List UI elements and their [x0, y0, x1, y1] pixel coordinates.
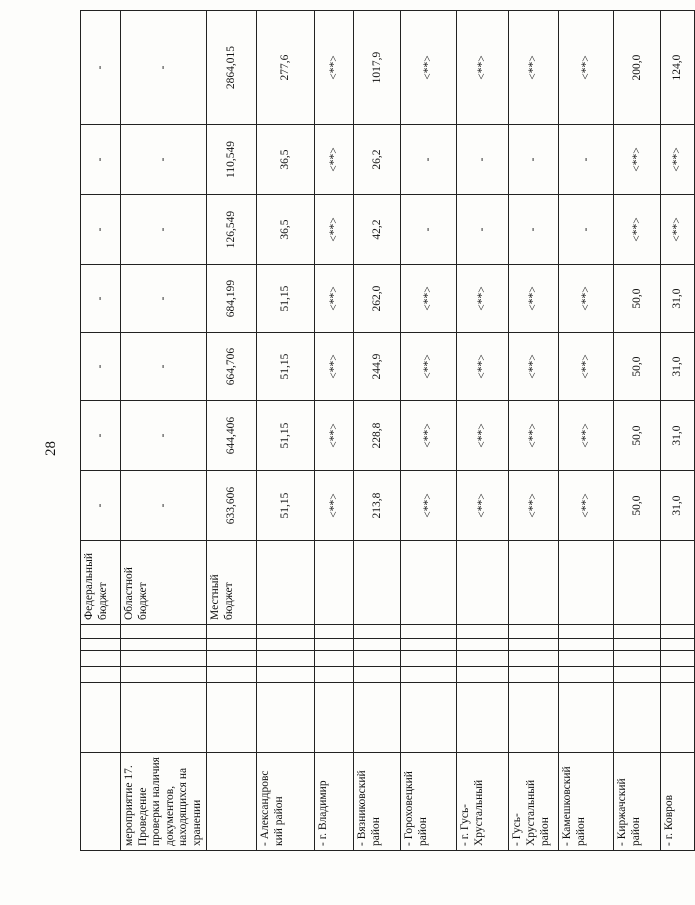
value-cell: 51,15 [257, 471, 315, 541]
activity-cell: - Гороховецкий район [401, 753, 457, 851]
activity-cell: - Киржачский район [614, 753, 661, 851]
budget-type-cell: Областной бюджет [121, 541, 207, 625]
blank-cell [614, 651, 661, 667]
total-cell: <**> [509, 11, 559, 125]
value-cell: <**> [559, 401, 614, 471]
blank-cell [559, 683, 614, 753]
total-cell: - [81, 11, 121, 125]
value-cell: 31,0 [661, 401, 695, 471]
blank-cell [559, 667, 614, 683]
table-row [614, 11, 661, 851]
blank-cell [121, 651, 207, 667]
table-row [315, 11, 354, 851]
blank-cell [661, 651, 695, 667]
total-cell: - [121, 11, 207, 125]
value-cell: 633,606 [207, 471, 257, 541]
value-cell: 228,8 [354, 401, 401, 471]
blank-cell [315, 667, 354, 683]
table-row [354, 11, 401, 851]
blank-cell [81, 625, 121, 639]
blank-cell [457, 667, 509, 683]
value-cell: <**> [315, 265, 354, 333]
value-cell: - [81, 265, 121, 333]
blank-cell [257, 639, 315, 651]
value-cell: 50,0 [614, 471, 661, 541]
budget-type-cell [661, 541, 695, 625]
blank-cell [207, 639, 257, 651]
value-cell: <**> [315, 125, 354, 195]
value-cell: <**> [614, 195, 661, 265]
value-cell: 31,0 [661, 333, 695, 401]
blank-cell [661, 625, 695, 639]
value-cell: <**> [509, 401, 559, 471]
table-row [257, 11, 315, 851]
budget-type-cell [614, 541, 661, 625]
value-cell: - [121, 471, 207, 541]
table-row [207, 11, 257, 851]
blank-cell [121, 639, 207, 651]
total-cell: <**> [457, 11, 509, 125]
value-cell: <**> [661, 195, 695, 265]
blank-cell [315, 683, 354, 753]
blank-cell [401, 667, 457, 683]
value-cell: <**> [401, 333, 457, 401]
value-cell: <**> [401, 265, 457, 333]
blank-cell [559, 639, 614, 651]
value-cell: 26,2 [354, 125, 401, 195]
blank-cell [354, 625, 401, 639]
value-cell: <**> [509, 333, 559, 401]
blank-cell [457, 639, 509, 651]
blank-cell [121, 683, 207, 753]
activity-cell [207, 753, 257, 851]
total-cell: 200,0 [614, 11, 661, 125]
activity-cell: - Гусь-Хрустальный район [509, 753, 559, 851]
blank-cell [207, 683, 257, 753]
value-cell: 664,706 [207, 333, 257, 401]
blank-cell [81, 651, 121, 667]
blank-cell [457, 625, 509, 639]
blank-cell [121, 667, 207, 683]
activity-cell: мероприятие 17. Проведение проверки наличия документов, находящихся на хранении [121, 753, 207, 851]
budget-table [80, 10, 695, 851]
activity-cell: - Вязниковский район [354, 753, 401, 851]
value-cell: - [457, 195, 509, 265]
table-row [81, 11, 121, 851]
blank-cell [457, 683, 509, 753]
blank-cell [207, 667, 257, 683]
budget-type-cell: Местный бюджет [207, 541, 257, 625]
activity-cell: - Камешковский район [559, 753, 614, 851]
budget-type-cell [354, 541, 401, 625]
value-cell: 36,5 [257, 125, 315, 195]
total-cell: 2864,015 [207, 11, 257, 125]
table-body [81, 11, 695, 851]
value-cell: - [509, 125, 559, 195]
blank-cell [354, 683, 401, 753]
blank-cell [81, 667, 121, 683]
value-cell: 36,5 [257, 195, 315, 265]
table-row [457, 11, 509, 851]
blank-cell [257, 683, 315, 753]
value-cell: - [121, 401, 207, 471]
budget-type-cell [559, 541, 614, 625]
blank-cell [614, 667, 661, 683]
value-cell: <**> [457, 265, 509, 333]
total-cell: <**> [315, 11, 354, 125]
table-row [121, 11, 207, 851]
blank-cell [354, 639, 401, 651]
blank-cell [81, 683, 121, 753]
value-cell: - [401, 195, 457, 265]
value-cell: 684,199 [207, 265, 257, 333]
blank-cell [401, 625, 457, 639]
blank-cell [661, 683, 695, 753]
blank-cell [207, 625, 257, 639]
value-cell: <**> [457, 471, 509, 541]
blank-cell [509, 639, 559, 651]
value-cell: <**> [315, 401, 354, 471]
blank-cell [401, 651, 457, 667]
value-cell: <**> [401, 401, 457, 471]
total-cell: 124,0 [661, 11, 695, 125]
activity-cell: - г. Владимир [315, 753, 354, 851]
value-cell: - [121, 195, 207, 265]
activity-cell [81, 753, 121, 851]
blank-cell [559, 625, 614, 639]
value-cell: <**> [315, 195, 354, 265]
budget-type-cell [257, 541, 315, 625]
blank-cell [315, 651, 354, 667]
budget-type-cell [457, 541, 509, 625]
value-cell: 31,0 [661, 471, 695, 541]
value-cell: 50,0 [614, 265, 661, 333]
value-cell: - [121, 125, 207, 195]
value-cell: <**> [315, 333, 354, 401]
blank-cell [207, 651, 257, 667]
value-cell: <**> [509, 471, 559, 541]
blank-cell [401, 683, 457, 753]
value-cell: 42,2 [354, 195, 401, 265]
blank-cell [315, 639, 354, 651]
blank-cell [509, 683, 559, 753]
value-cell: 126,549 [207, 195, 257, 265]
value-cell: <**> [559, 265, 614, 333]
total-cell: <**> [401, 11, 457, 125]
value-cell: <**> [559, 471, 614, 541]
blank-cell [509, 651, 559, 667]
blank-cell [614, 683, 661, 753]
value-cell: <**> [614, 125, 661, 195]
blank-cell [81, 639, 121, 651]
value-cell: 50,0 [614, 333, 661, 401]
blank-cell [661, 667, 695, 683]
blank-cell [315, 625, 354, 639]
value-cell: - [81, 333, 121, 401]
value-cell: <**> [509, 265, 559, 333]
blank-cell [354, 651, 401, 667]
budget-type-cell [315, 541, 354, 625]
blank-cell [661, 639, 695, 651]
value-cell: <**> [315, 471, 354, 541]
blank-cell [509, 625, 559, 639]
value-cell: 51,15 [257, 401, 315, 471]
total-cell: 1017,9 [354, 11, 401, 125]
value-cell: 31,0 [661, 265, 695, 333]
value-cell: 644,406 [207, 401, 257, 471]
blank-cell [121, 625, 207, 639]
value-cell: <**> [661, 125, 695, 195]
value-cell: - [559, 125, 614, 195]
table-row [401, 11, 457, 851]
blank-cell [614, 639, 661, 651]
value-cell: - [559, 195, 614, 265]
value-cell: - [81, 471, 121, 541]
value-cell: 110,549 [207, 125, 257, 195]
blank-cell [457, 651, 509, 667]
budget-table-sheet [80, 11, 684, 851]
value-cell: - [121, 333, 207, 401]
blank-cell [559, 651, 614, 667]
blank-cell [401, 639, 457, 651]
table-row [559, 11, 614, 851]
budget-type-cell [401, 541, 457, 625]
budget-type-cell: Федеральный бюджет [81, 541, 121, 625]
value-cell: - [509, 195, 559, 265]
value-cell: <**> [457, 401, 509, 471]
page-number: 28 [43, 441, 59, 456]
blank-cell [509, 667, 559, 683]
value-cell: - [457, 125, 509, 195]
value-cell: 213,8 [354, 471, 401, 541]
blank-cell [257, 651, 315, 667]
table-row [509, 11, 559, 851]
value-cell: 51,15 [257, 265, 315, 333]
blank-cell [257, 625, 315, 639]
blank-cell [354, 667, 401, 683]
value-cell: 262,0 [354, 265, 401, 333]
value-cell: <**> [559, 333, 614, 401]
value-cell: <**> [401, 471, 457, 541]
activity-cell: - г. Гусь-Хрустальный [457, 753, 509, 851]
value-cell: 244,9 [354, 333, 401, 401]
value-cell: - [81, 125, 121, 195]
blank-cell [257, 667, 315, 683]
total-cell: 277,6 [257, 11, 315, 125]
value-cell: <**> [457, 333, 509, 401]
table-row [661, 11, 695, 851]
value-cell: - [81, 195, 121, 265]
activity-cell: - Александровс кий район [257, 753, 315, 851]
activity-cell: - г. Ковров [661, 753, 695, 851]
budget-type-cell [509, 541, 559, 625]
value-cell: 50,0 [614, 401, 661, 471]
total-cell: <**> [559, 11, 614, 125]
value-cell: - [401, 125, 457, 195]
blank-cell [614, 625, 661, 639]
value-cell: - [121, 265, 207, 333]
value-cell: - [81, 401, 121, 471]
value-cell: 51,15 [257, 333, 315, 401]
